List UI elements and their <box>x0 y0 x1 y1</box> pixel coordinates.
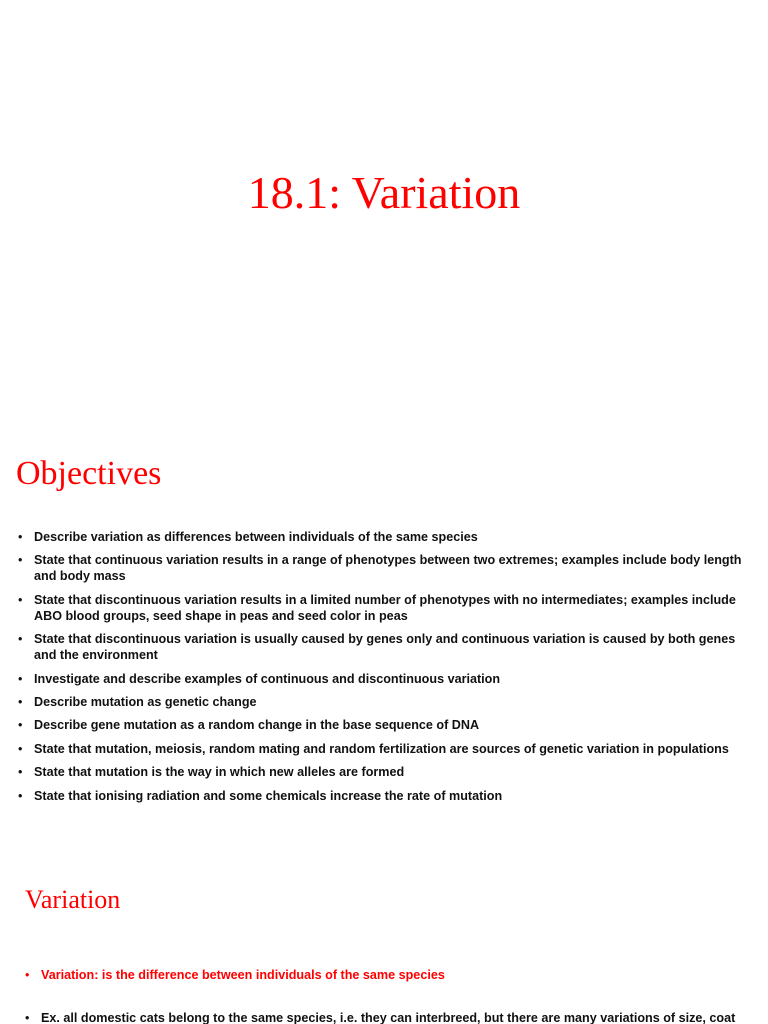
bullet-icon: • <box>18 718 23 733</box>
bullet-icon: • <box>18 671 23 686</box>
objectives-list <box>18 529 756 811</box>
list-item-text: Ex. all domestic cats belong to the same species, i.e. they can interbreed, but there are many variations of size, coat <box>41 1011 736 1024</box>
bullet-icon: • <box>18 765 23 780</box>
list-item <box>25 967 755 983</box>
list-item <box>18 592 756 624</box>
slide-title: 18.1: Variation <box>247 167 521 218</box>
list-item-text: Investigate and describe examples of continuous and discontinuous variation <box>34 671 501 686</box>
list-item <box>18 694 756 710</box>
list-item <box>18 717 756 733</box>
bullet-icon: • <box>25 968 30 982</box>
bullet-icon: • <box>25 1011 30 1024</box>
bullet-icon: • <box>18 530 23 544</box>
list-item <box>18 671 756 687</box>
list-item-text: Variation: is the difference between individuals of the same species <box>41 968 445 982</box>
list-item-text: Describe mutation as genetic change <box>34 694 257 709</box>
list-item-text: State that mutation, meiosis, random mating and random fertilization are sources of genetic variation in populations <box>34 741 729 756</box>
bullet-icon: • <box>18 788 23 803</box>
list-item <box>18 741 756 757</box>
list-item <box>18 788 756 804</box>
list-item-text: Describe variation as differences between individuals of the same species <box>34 530 478 544</box>
list-item-text: State that discontinuous variation is usually caused by genes only and continuous variation is caused by both genes and the environment <box>34 632 736 663</box>
variation-slide <box>0 835 768 1024</box>
list-item <box>25 1010 755 1024</box>
objectives-heading: Objectives <box>16 455 162 492</box>
list-item <box>18 529 756 545</box>
bullet-icon: • <box>18 592 23 607</box>
variation-list <box>25 967 755 1024</box>
list-item <box>18 631 756 663</box>
list-item-text: State that continuous variation results in a range of phenotypes between two extremes; examples include body length and body mass <box>34 553 742 584</box>
bullet-icon: • <box>18 632 23 647</box>
list-item-text: State that discontinuous variation results in a limited number of phenotypes with no intermediates; examples include ABO blood groups, seed shape in peas and seed color in peas <box>34 592 736 623</box>
list-item-text: State that mutation is the way in which new alleles are formed <box>34 765 405 780</box>
title-slide <box>0 0 768 425</box>
objectives-slide <box>0 425 768 835</box>
bullet-icon: • <box>18 553 23 568</box>
list-item <box>18 764 756 780</box>
bullet-icon: • <box>18 694 23 709</box>
list-item <box>18 552 756 584</box>
list-item-text: State that ionising radiation and some chemicals increase the rate of mutation <box>34 788 503 803</box>
bullet-icon: • <box>18 741 23 756</box>
list-item-text: Describe gene mutation as a random change in the base sequence of DNA <box>34 718 480 733</box>
variation-heading: Variation <box>25 885 121 914</box>
